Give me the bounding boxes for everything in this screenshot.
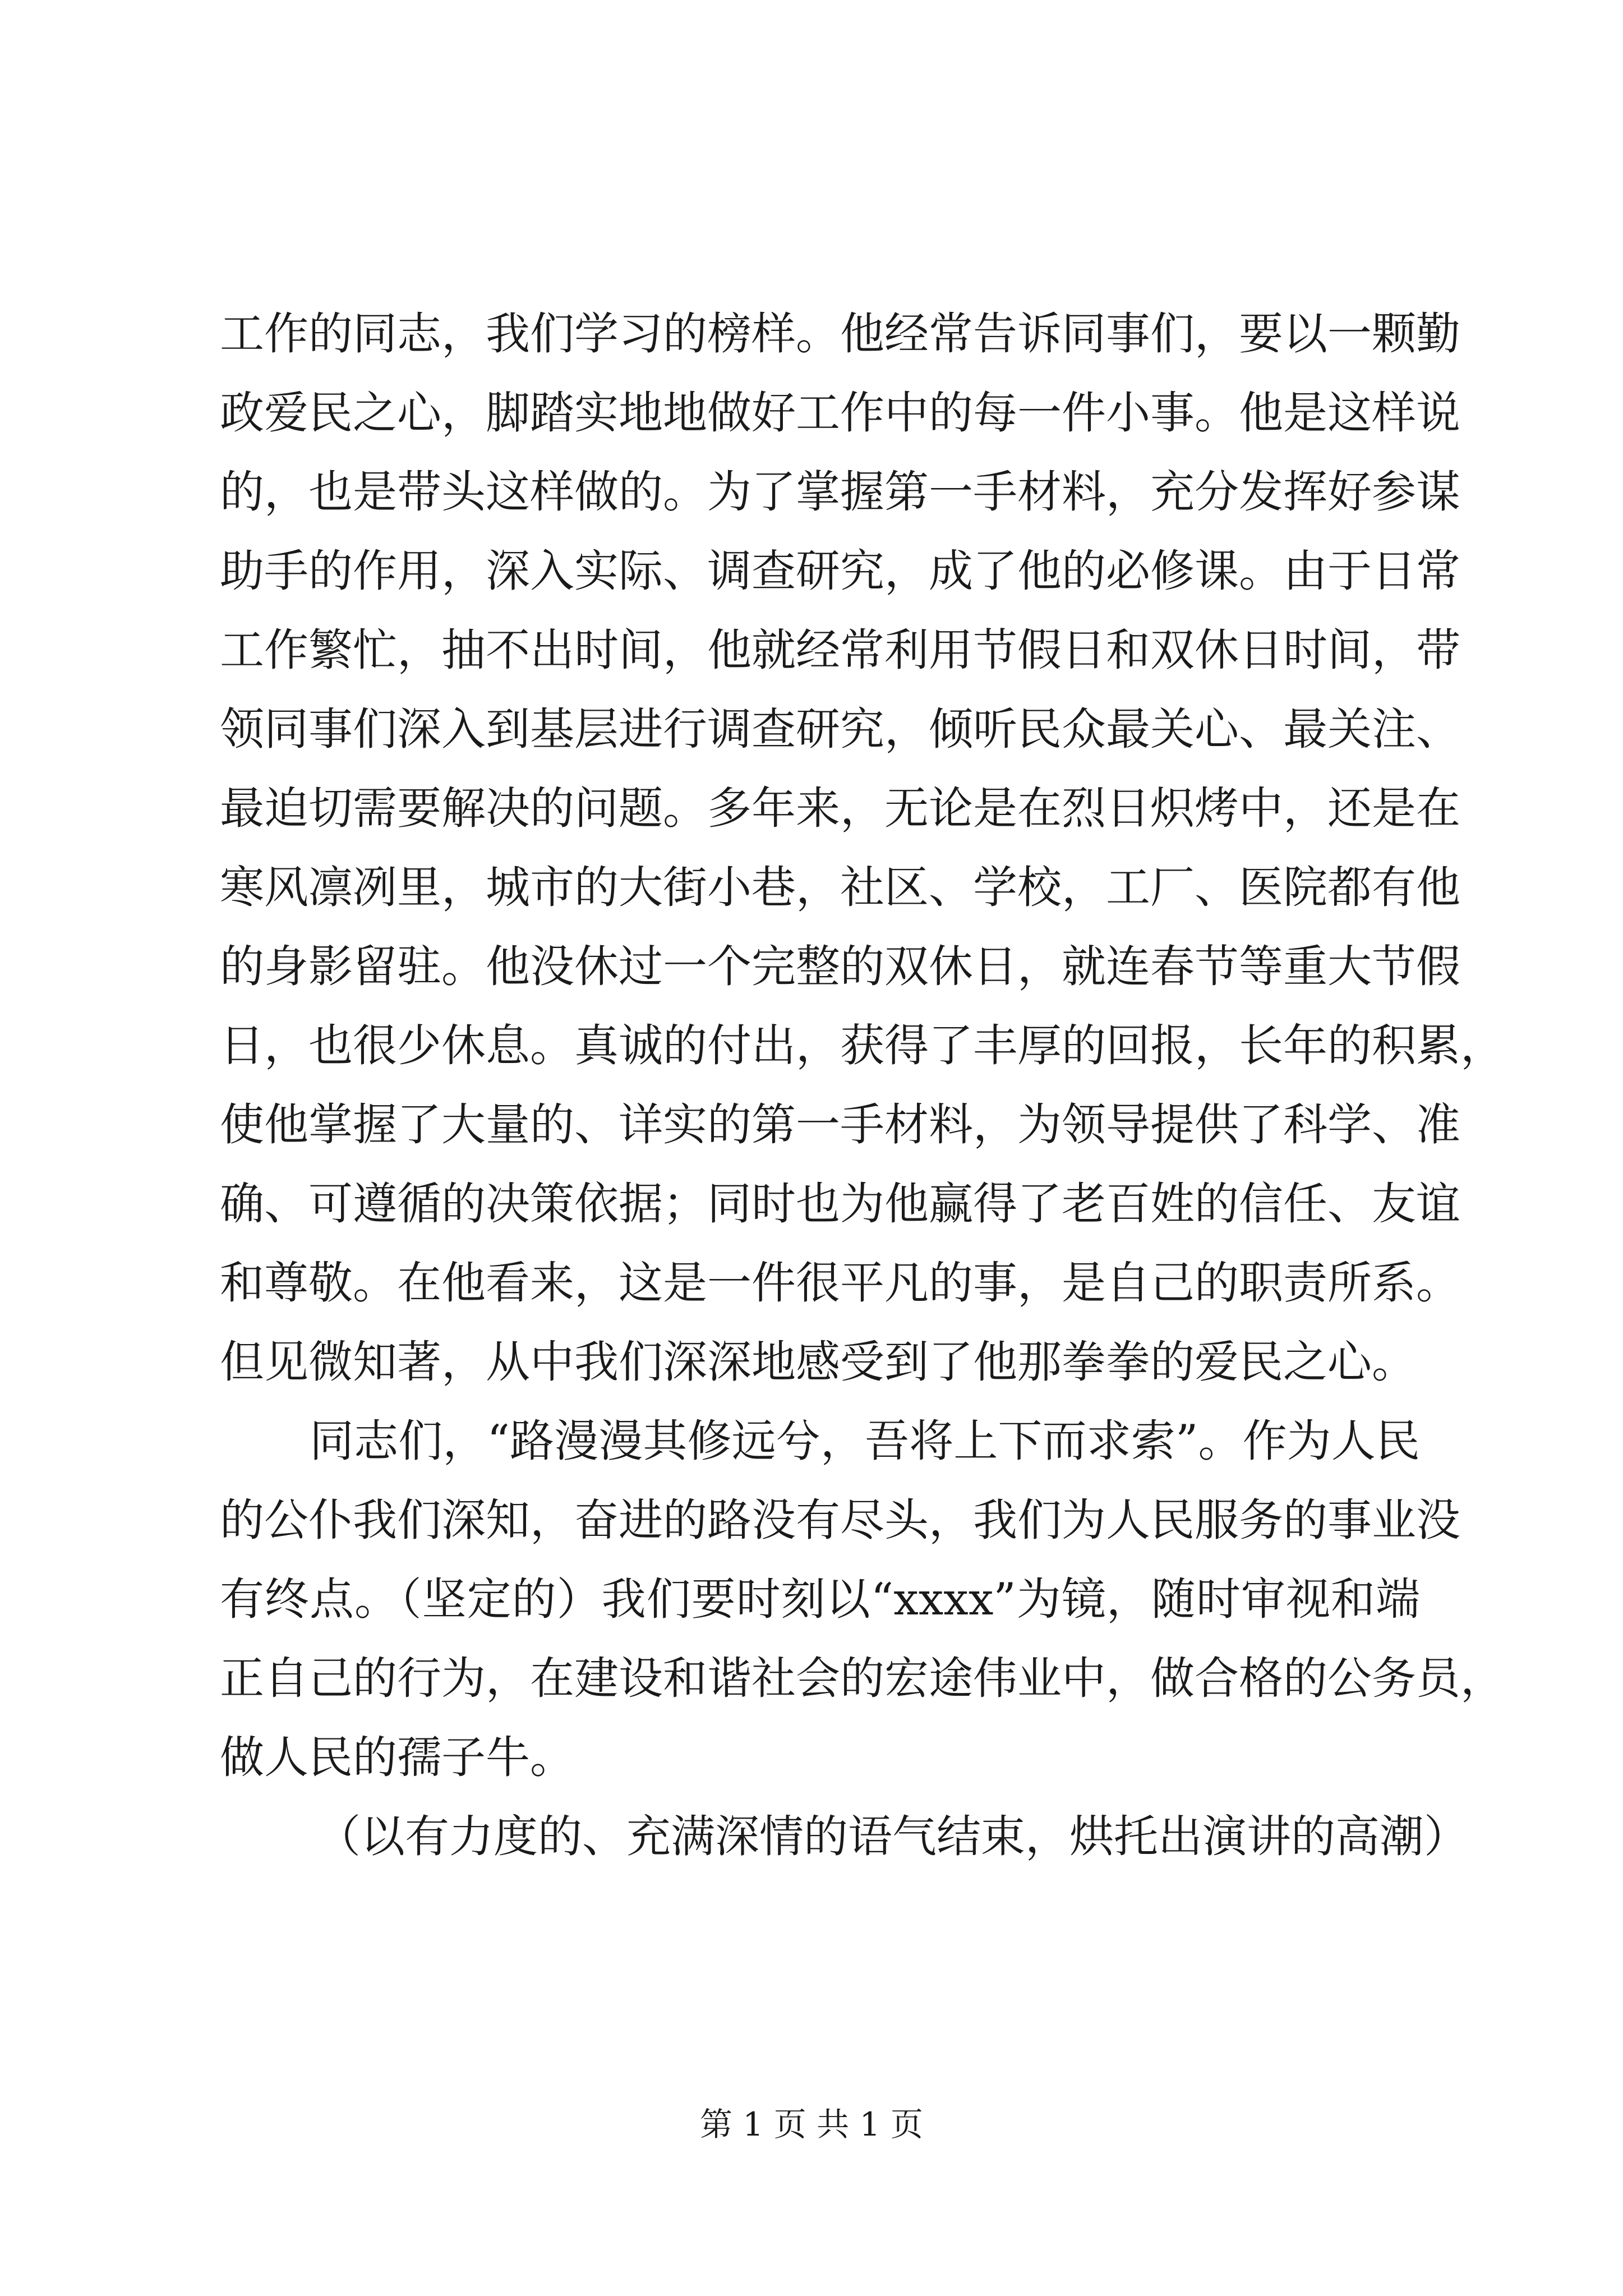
paragraph-1-line: 使他掌握了大量的、详实的第一手材料，为领导提供了科学、准: [220, 1099, 1460, 1151]
paragraph-1-line: 的，也是带头这样做的。为了掌握第一手材料，充分发挥好参谋: [220, 466, 1460, 518]
paragraph-1-line: 工作繁忙，抽不出时间，他就经常利用节假日和双休日时间，带: [220, 624, 1460, 676]
paragraph-1-line: 确、可遵循的决策依据；同时也为他赢得了老百姓的信任、友谊: [220, 1178, 1460, 1230]
paragraph-1-line: 的身影留驻。他没休过一个完整的双休日，就连春节等重大节假: [220, 941, 1460, 992]
paragraph-1-line: 工作的同志，我们学习的榜样。他经常告诉同事们，要以一颗勤: [220, 308, 1460, 360]
paragraph-1-line: 和尊敬。在他看来，这是一件很平凡的事，是自己的职责所系。: [220, 1257, 1460, 1309]
paragraph-1-line: 助手的作用，深入实际、调查研究，成了他的必修课。由于日常: [220, 545, 1460, 597]
paragraph-2-line: 有终点。（坚定的）我们要时刻以“xxxx”为镜，随时审视和端: [220, 1573, 1420, 1625]
paragraph-2-line: 的公仆我们深知，奋进的路没有尽头，我们为人民服务的事业没: [220, 1494, 1460, 1546]
paragraph-1-line: 政爱民之心，脚踏实地地做好工作中的每一件小事。他是这样说: [220, 387, 1460, 439]
paragraph-1-line: 领同事们深入到基层进行调查研究，倾听民众最关心、最关注、: [220, 703, 1460, 755]
paragraph-2-line: 正自己的行为，在建设和谐社会的宏途伟业中，做合格的公务员，: [220, 1653, 1505, 1704]
paragraph-1-line: 寒风凛冽里，城市的大街小巷，社区、学校，工厂、医院都有他: [220, 862, 1460, 913]
paragraph-1-line: 最迫切需要解决的问题。多年来，无论是在烈日炽烤中，还是在: [220, 783, 1460, 834]
page-number-footer: 第 1 页 共 1 页: [700, 2105, 923, 2143]
paragraph-1-line: 日，也很少休息。真诚的付出，获得了丰厚的回报，长年的积累，: [220, 1020, 1505, 1071]
paragraph-2-line: 做人民的孺子牛。: [220, 1732, 574, 1783]
paragraph-1-line: 但见微知著，从中我们深深地感受到了他那拳拳的爱民之心。: [220, 1336, 1416, 1388]
stage-direction-note: （以有力度的、充满深情的语气结束，烘托出演讲的高潮）: [316, 1811, 1468, 1862]
paragraph-2-line: 同志们，“路漫漫其修远兮，吾将上下而求索”。作为人民: [310, 1415, 1420, 1467]
